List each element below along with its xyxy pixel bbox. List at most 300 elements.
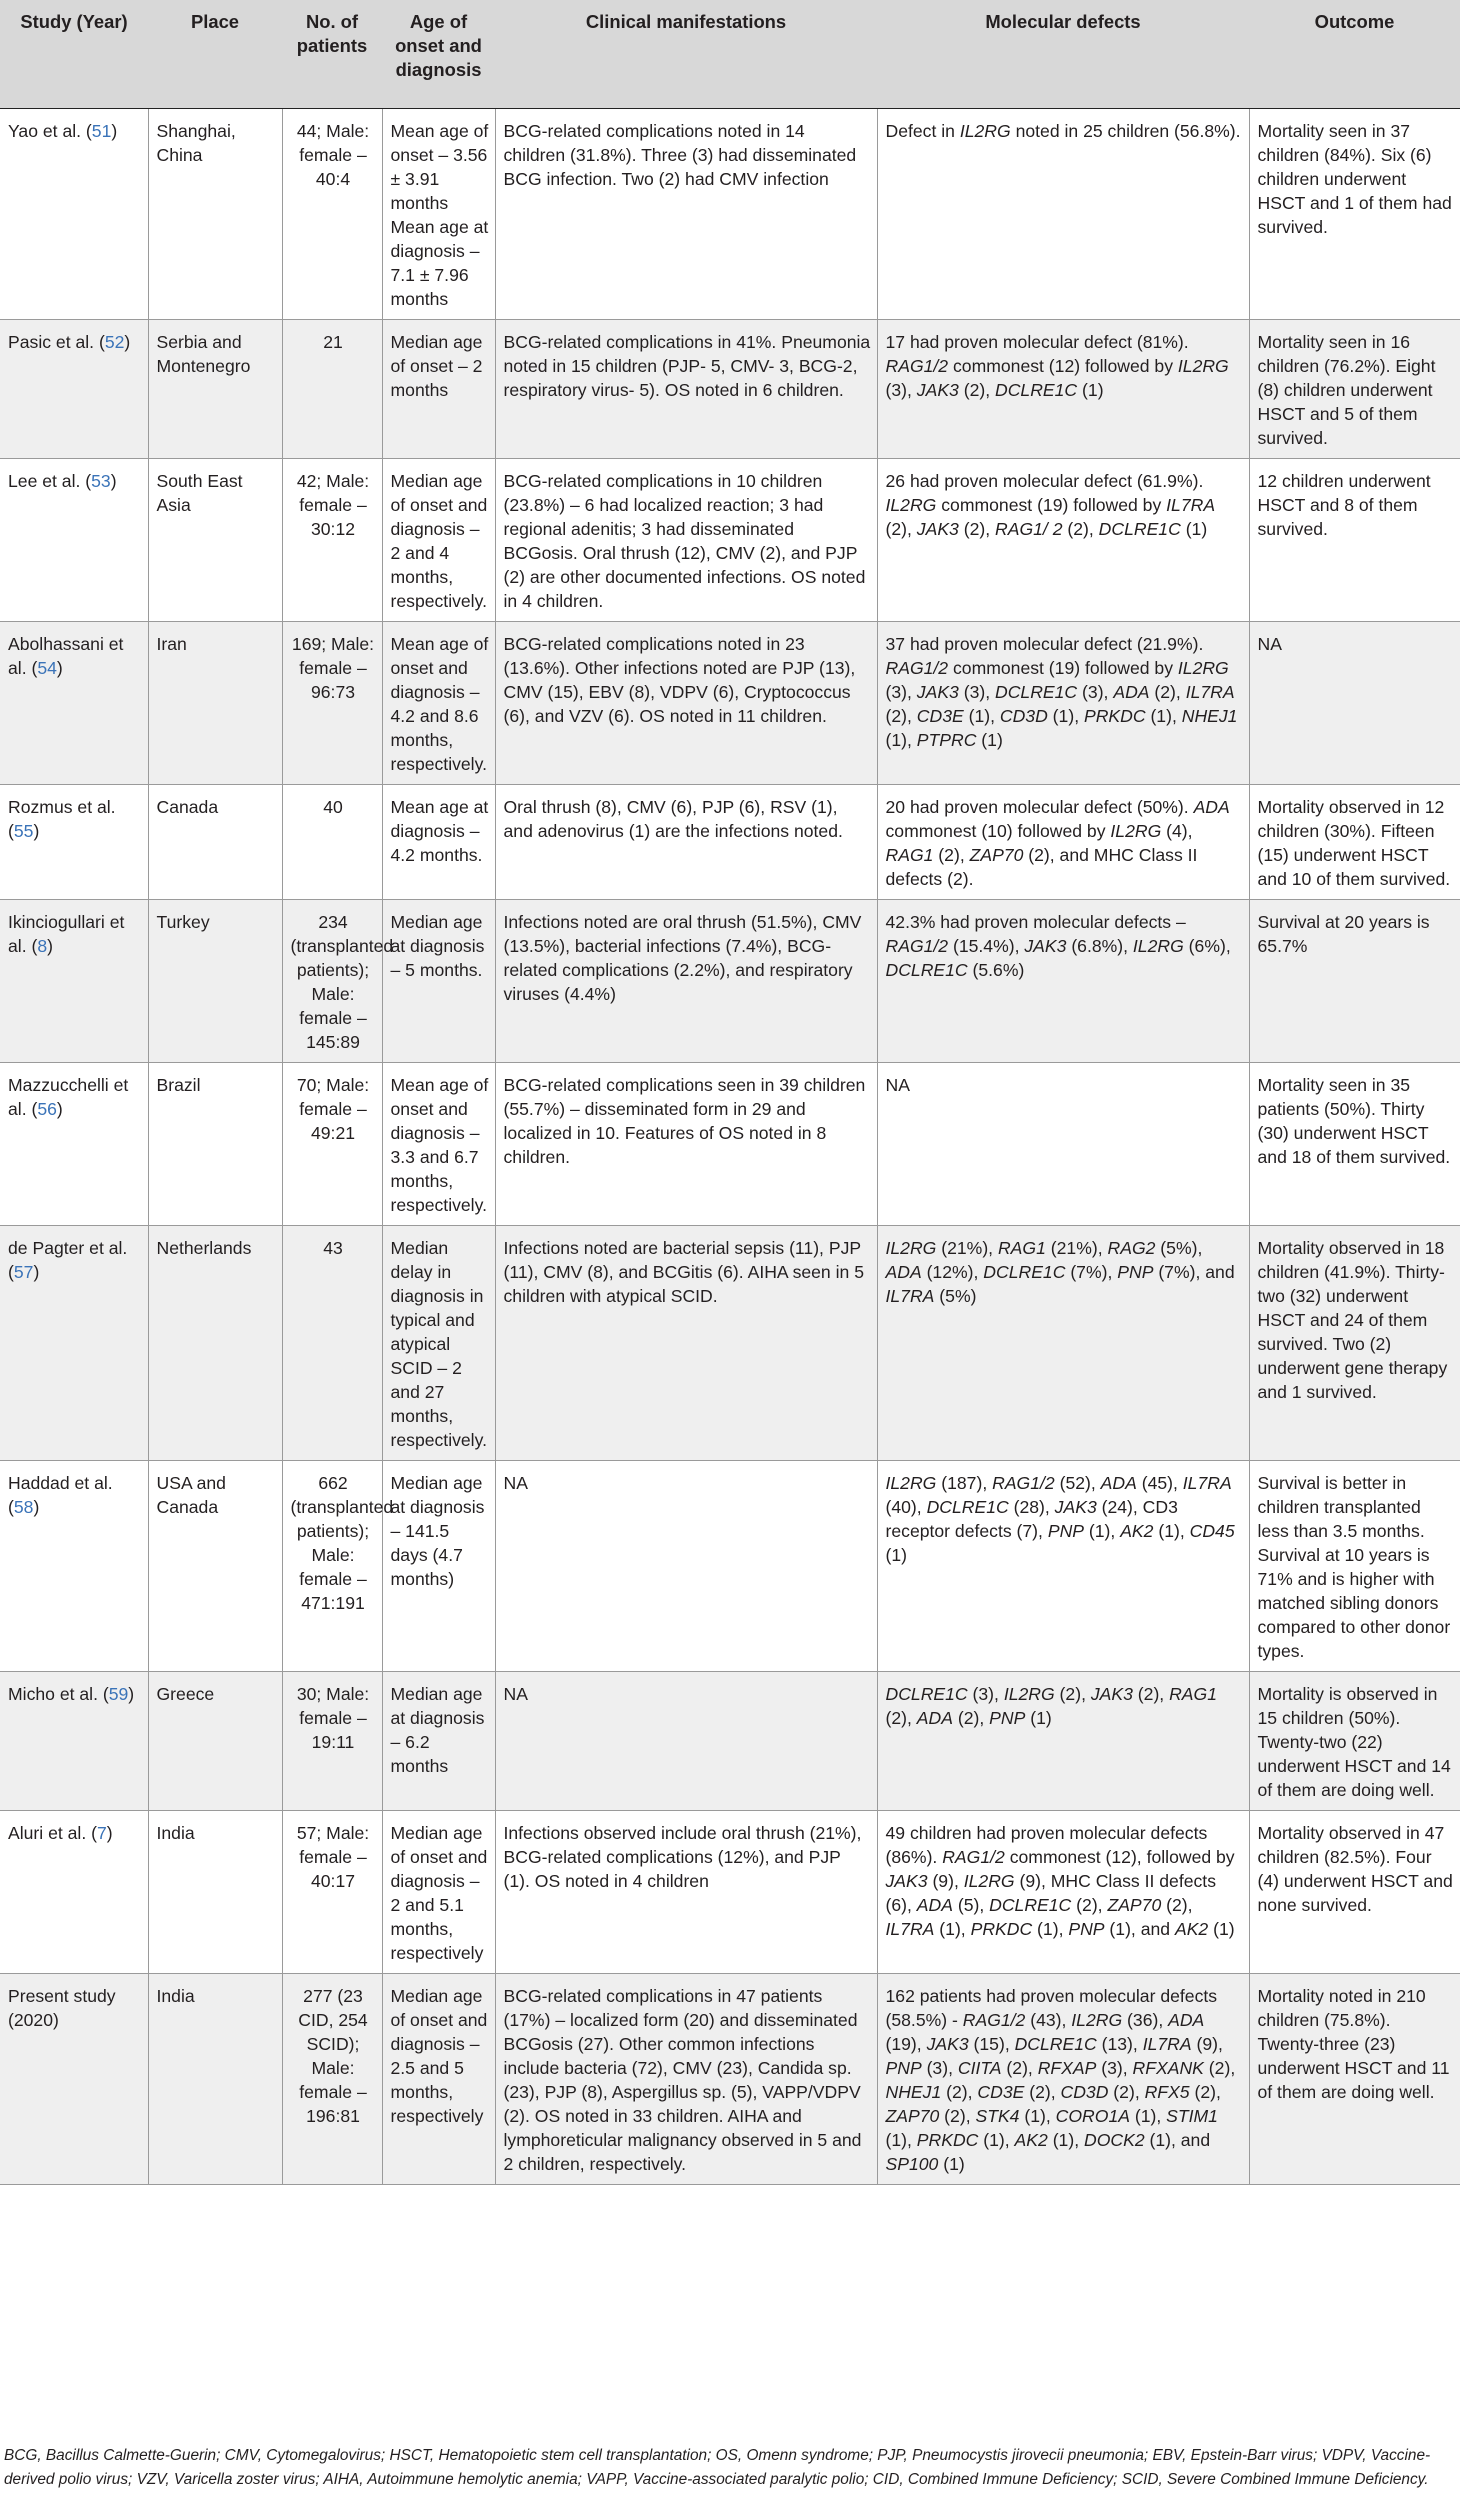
molecular-text: (3), bbox=[967, 1683, 1004, 1704]
molecular-text: (6%), bbox=[1183, 935, 1231, 956]
gene-name: PRKDC bbox=[916, 2129, 979, 2150]
cell-molecular bbox=[877, 108, 1249, 319]
cell-age: Mean age at diagnosis – 4.2 months. bbox=[382, 784, 495, 899]
cell-place: India bbox=[148, 1973, 282, 2184]
gene-name: JAK3 bbox=[1024, 935, 1067, 956]
reference-link[interactable]: 8 bbox=[37, 935, 48, 956]
molecular-text: noted in 25 children (56.8%). bbox=[1010, 120, 1241, 141]
study-name: Aluri et al. bbox=[8, 1822, 87, 1843]
cell-age: Median age at diagnosis – 141.5 days (4.7 months) bbox=[382, 1460, 495, 1671]
molecular-text: (9), MHC Class II defects (6), bbox=[885, 1870, 1216, 1915]
gene-name: ADA bbox=[916, 1707, 953, 1728]
study-name: Yao et al. bbox=[8, 120, 82, 141]
gene-name: ZAP70 bbox=[1107, 1894, 1162, 1915]
molecular-text: (43), bbox=[1025, 2009, 1072, 2030]
gene-name: PTPRC bbox=[916, 729, 977, 750]
table-footnote: BCG, Bacillus Calmette-Guerin; CMV, Cytomegalovirus; HSCT, Hematopoietic stem cell transplantation; OS, Omenn syndrome; PJP, Pneumocystis jirovecii pneumonia; EBV, Epstein-Barr virus; VDPV, Vaccine-derived polio virus; VZV, Varicella zoster virus; AIHA, Autoimmune hemolytic anemia; VAPP, Vaccine-associated paralytic polio; CID, Combined Immune Deficiency; SCID, Severe Combined Immune Deficiency. bbox=[4, 2447, 1431, 2488]
molecular-text: (2), bbox=[958, 518, 996, 539]
molecular-text: (2), bbox=[1024, 2081, 1061, 2102]
molecular-text: (5%), bbox=[1155, 1237, 1203, 1258]
gene-name: PNP bbox=[1047, 1520, 1085, 1541]
header-outcome: Outcome bbox=[1249, 0, 1460, 108]
cell-patients: 277 (23 CID, 254 SCID); Male: female – 196:81 bbox=[282, 1973, 382, 2184]
molecular-text: (21%), bbox=[1045, 1237, 1108, 1258]
cell-study: Abolhassani et al. (54) bbox=[0, 621, 148, 784]
gene-name: IL2RG bbox=[1177, 355, 1229, 376]
cell-age: Median age of onset and diagnosis – 2 and 5.1 months, respectively bbox=[382, 1810, 495, 1973]
cell-molecular bbox=[877, 621, 1249, 784]
molecular-text: (5%) bbox=[934, 1285, 977, 1306]
table-row bbox=[0, 108, 1460, 319]
gene-name: RAG1/2 bbox=[885, 935, 949, 956]
study-name: Mazzucchelli et al. bbox=[8, 1074, 129, 1119]
cell-place: South East Asia bbox=[148, 458, 282, 621]
cell-clinical: NA bbox=[495, 1460, 877, 1671]
gene-name: ADA bbox=[885, 1261, 922, 1282]
molecular-text: (1) bbox=[1208, 1918, 1235, 1939]
table-row bbox=[0, 899, 1460, 1062]
gene-name: IL7RA bbox=[1142, 2033, 1192, 2054]
molecular-text: (1) bbox=[1077, 379, 1104, 400]
gene-name: DCLRE1C bbox=[1098, 518, 1181, 539]
cell-patients: 57; Male: female – 40:17 bbox=[282, 1810, 382, 1973]
molecular-text: commonest (12) followed by bbox=[948, 355, 1178, 376]
molecular-text: (1), bbox=[1084, 1520, 1121, 1541]
study-name: Micho et al. bbox=[8, 1683, 98, 1704]
molecular-text: (2), bbox=[933, 844, 970, 865]
molecular-text: (3), bbox=[1077, 681, 1114, 702]
study-name: Haddad et al. bbox=[8, 1472, 113, 1493]
gene-name: DCLRE1C bbox=[926, 1496, 1009, 1517]
cell-clinical: NA bbox=[495, 1671, 877, 1810]
gene-name: RAG1/2 bbox=[885, 355, 949, 376]
cell-place: Netherlands bbox=[148, 1225, 282, 1460]
cell-age: Median age at diagnosis – 6.2 months bbox=[382, 1671, 495, 1810]
cell-molecular bbox=[877, 319, 1249, 458]
cell-clinical: BCG-related complications noted in 14 children (31.8%). Three (3) had disseminated BCG infection. Two (2) had CMV infection bbox=[495, 108, 877, 319]
cell-molecular bbox=[877, 1460, 1249, 1671]
gene-name: IL7RA bbox=[885, 1918, 935, 1939]
gene-name: IL2RG bbox=[1110, 820, 1162, 841]
gene-name: IL7RA bbox=[1185, 681, 1235, 702]
reference-link[interactable]: 59 bbox=[108, 1683, 129, 1704]
gene-name: CORO1A bbox=[1055, 2105, 1130, 2126]
study-name: Abolhassani et al. bbox=[8, 633, 124, 678]
cell-study bbox=[0, 1973, 148, 2184]
gene-name: IL2RG bbox=[1003, 1683, 1055, 1704]
cell-molecular bbox=[877, 1225, 1249, 1460]
cell-patients: 662 (transplanted patients); Male: female – 471:191 bbox=[282, 1460, 382, 1671]
table-header-row bbox=[0, 0, 1460, 108]
molecular-text: (9), bbox=[1191, 2033, 1223, 2054]
cell-study: Mazzucchelli et al. (56) bbox=[0, 1062, 148, 1225]
gene-name: RAG1 bbox=[1169, 1683, 1217, 1704]
gene-name: NHEJ1 bbox=[1181, 705, 1238, 726]
study-name: de Pagter et al. bbox=[8, 1237, 128, 1258]
reference-link[interactable]: 53 bbox=[91, 470, 111, 491]
gene-name: NHEJ1 bbox=[885, 2081, 942, 2102]
table-row bbox=[0, 458, 1460, 621]
molecular-text: (36), bbox=[1122, 2009, 1169, 2030]
molecular-text: (7%), bbox=[1065, 1261, 1118, 1282]
molecular-text: (1), bbox=[1129, 2105, 1167, 2126]
gene-name: ZAP70 bbox=[885, 2105, 940, 2126]
cell-clinical: BCG-related complications noted in 23 (13.6%). Other infections noted are PJP (13), CMV (15), EBV (8), VDPV (6), Cryptococcus (6), and VZV (6). OS noted in 11 children. bbox=[495, 621, 877, 784]
gene-name: PNP bbox=[1117, 1261, 1154, 1282]
cell-study: Yao et al. (51) bbox=[0, 108, 148, 319]
gene-name: CD3D bbox=[1060, 2081, 1109, 2102]
cell-patients: 234 (transplanted patients); Male: female – 145:89 bbox=[282, 899, 382, 1062]
cell-outcome: Mortality noted in 210 children (75.8%). Twenty-three (23) underwent HSCT and 11 of them are doing well. bbox=[1249, 1973, 1460, 2184]
gene-name: JAK3 bbox=[916, 379, 959, 400]
molecular-text: (1) bbox=[1180, 518, 1208, 539]
cell-study: de Pagter et al. (57) bbox=[0, 1225, 148, 1460]
gene-name: ZAP70 bbox=[969, 844, 1024, 865]
cell-outcome: Mortality is observed in 15 children (50%). Twenty-two (22) underwent HSCT and 14 of them are doing well. bbox=[1249, 1671, 1460, 1810]
molecular-text: (15.4%), bbox=[948, 935, 1025, 956]
molecular-text: (19), bbox=[885, 2033, 927, 2054]
cell-place: Canada bbox=[148, 784, 282, 899]
cell-age: Mean age of onset and diagnosis – 4.2 and 8.6 months, respectively. bbox=[382, 621, 495, 784]
molecular-text: (1), bbox=[1153, 1520, 1190, 1541]
gene-name: CD3E bbox=[916, 705, 964, 726]
cell-place: Greece bbox=[148, 1671, 282, 1810]
gene-name: JAK3 bbox=[1054, 1496, 1097, 1517]
gene-name: CIITA bbox=[957, 2057, 1002, 2078]
cell-age: Median age of onset and diagnosis – 2.5 and 5 months, respectively bbox=[382, 1973, 495, 2184]
molecular-text: (2), bbox=[1161, 1894, 1193, 1915]
cell-clinical: Oral thrush (8), CMV (6), PJP (6), RSV (1), and adenovirus (1) are the infections noted. bbox=[495, 784, 877, 899]
gene-name: PNP bbox=[885, 2057, 922, 2078]
cell-clinical: BCG-related complications in 10 children (23.8%) – 6 had localized reaction; 3 had regional adenitis; 3 had disseminated BCGosis. Oral thrush (12), CMV (2), and PJP (2) are other documented infections. OS noted in 4 children. bbox=[495, 458, 877, 621]
cell-molecular bbox=[877, 458, 1249, 621]
molecular-text: (2), bbox=[885, 1707, 917, 1728]
reference-link[interactable]: 52 bbox=[104, 331, 125, 352]
gene-name: DCLRE1C bbox=[989, 1894, 1072, 1915]
molecular-text: (52), bbox=[1054, 1472, 1101, 1493]
gene-name: RAG1 bbox=[997, 1237, 1046, 1258]
gene-name: ADA bbox=[1113, 681, 1150, 702]
molecular-text: commonest (12), followed by bbox=[1004, 1846, 1235, 1867]
cell-age: Median age at diagnosis – 5 months. bbox=[382, 899, 495, 1062]
gene-name: PRKDC bbox=[1083, 705, 1146, 726]
gene-name: DCLRE1C bbox=[1014, 2033, 1097, 2054]
cell-outcome: NA bbox=[1249, 621, 1460, 784]
gene-name: DCLRE1C bbox=[995, 681, 1078, 702]
molecular-text: (1), bbox=[1019, 2105, 1056, 2126]
molecular-text: (2), bbox=[1203, 2057, 1236, 2078]
header-study: Study (Year) bbox=[0, 0, 148, 108]
study-name: Rozmus et al. bbox=[8, 796, 116, 817]
gene-name: AK2 bbox=[1014, 2129, 1048, 2150]
cell-patients: 169; Male: female – 96:73 bbox=[282, 621, 382, 784]
gene-name: AK2 bbox=[1120, 1520, 1154, 1541]
table-row bbox=[0, 1671, 1460, 1810]
gene-name: ADA bbox=[1193, 796, 1230, 817]
molecular-text: 20 had proven molecular defect (50%). bbox=[885, 796, 1194, 817]
gene-name: JAK3 bbox=[885, 1870, 928, 1891]
molecular-text: (1), bbox=[1145, 705, 1182, 726]
gene-name: JAK3 bbox=[916, 681, 959, 702]
molecular-text: (6.8%), bbox=[1066, 935, 1133, 956]
study-name: Pasic et al. bbox=[8, 331, 95, 352]
molecular-text: (7%), and bbox=[1153, 1261, 1235, 1282]
molecular-text: (2), bbox=[1071, 1894, 1108, 1915]
header-patients: No. of patients bbox=[282, 0, 382, 108]
molecular-text: (15), bbox=[968, 2033, 1015, 2054]
molecular-text: (2), bbox=[1149, 681, 1186, 702]
molecular-text: (1), bbox=[934, 1918, 971, 1939]
molecular-text: (1) bbox=[1025, 1707, 1052, 1728]
cell-clinical: BCG-related complications in 47 patients (17%) – localized form (20) and disseminated BCGosis (27). Other common infections include bacteria (72), CMV (23), Candida sp. (23), PJP (8), Aspergillus sp. (5), VAPP/VDPV (2). OS noted in 33 children. AIHA and lymphoreticular malignancy observed in 5 and 2 children, respectively. bbox=[495, 1973, 877, 2184]
molecular-text: (2), bbox=[941, 2081, 978, 2102]
molecular-text: (2), bbox=[1001, 2057, 1038, 2078]
molecular-text: Defect in bbox=[885, 120, 960, 141]
gene-name: JAK3 bbox=[1090, 1683, 1133, 1704]
molecular-text: 17 had proven molecular defect (81%). bbox=[885, 331, 1189, 352]
cell-age: Median age of onset – 2 months bbox=[382, 319, 495, 458]
molecular-text: (1), bbox=[963, 705, 1000, 726]
cell-place: India bbox=[148, 1810, 282, 1973]
study-name: Lee et al. bbox=[8, 470, 81, 491]
header-molecular: Molecular defects bbox=[877, 0, 1249, 108]
gene-name: STIM1 bbox=[1166, 2105, 1218, 2126]
header-clinical: Clinical manifestations bbox=[495, 0, 877, 108]
molecular-text: (1), bbox=[1047, 705, 1084, 726]
gene-name: SP100 bbox=[885, 2153, 939, 2174]
cell-study: Haddad et al. (58) bbox=[0, 1460, 148, 1671]
molecular-text: (12%), bbox=[921, 1261, 984, 1282]
molecular-text: (3), bbox=[921, 2057, 958, 2078]
molecular-text: (2), bbox=[939, 2105, 976, 2126]
gene-name: IL2RG bbox=[1132, 935, 1184, 956]
gene-name: RAG1/2 bbox=[885, 657, 949, 678]
reference-link[interactable]: 58 bbox=[13, 1496, 34, 1517]
gene-name: DCLRE1C bbox=[885, 959, 968, 980]
molecular-text: (3), bbox=[885, 681, 917, 702]
cell-age: Mean age of onset – 3.56 ± 3.91 months Mean age at diagnosis – 7.1 ± 7.96 months bbox=[382, 108, 495, 319]
gene-name: RAG2 bbox=[1107, 1237, 1156, 1258]
molecular-text: NA bbox=[885, 1074, 910, 1095]
gene-name: RAG1/2 bbox=[962, 2009, 1026, 2030]
table-row bbox=[0, 1460, 1460, 1671]
molecular-text: (2), and MHC Class II defects (2). bbox=[885, 844, 1198, 889]
reference-link[interactable]: 57 bbox=[13, 1261, 34, 1282]
gene-name: RFXANK bbox=[1132, 2057, 1204, 2078]
cell-study: Aluri et al. (7) bbox=[0, 1810, 148, 1973]
molecular-text: (24), CD3 receptor defects (7), bbox=[885, 1496, 1178, 1541]
cell-clinical: BCG-related complications seen in 39 children (55.7%) – disseminated form in 29 and localized in 10. Features of OS noted in 8 children. bbox=[495, 1062, 877, 1225]
cell-patients: 30; Male: female – 19:11 bbox=[282, 1671, 382, 1810]
molecular-text: (2), bbox=[885, 705, 917, 726]
cell-outcome: Mortality observed in 18 children (41.9%). Thirty-two (32) underwent HSCT and 24 of them survived. Two (2) underwent gene therapy and 1 survived. bbox=[1249, 1225, 1460, 1460]
reference-link[interactable]: 54 bbox=[37, 657, 57, 678]
gene-name: RAG1/2 bbox=[942, 1846, 1005, 1867]
molecular-text: (5), bbox=[952, 1894, 990, 1915]
molecular-text: (4), bbox=[1161, 820, 1193, 841]
molecular-text: (1), bbox=[885, 2129, 917, 2150]
cell-clinical: Infections noted are bacterial sepsis (11), PJP (11), CMV (8), and BCGitis (6). AIHA seen in 5 children with atypical SCID. bbox=[495, 1225, 877, 1460]
molecular-text: (5.6%) bbox=[967, 959, 1025, 980]
cell-molecular bbox=[877, 784, 1249, 899]
molecular-text: 42.3% had proven molecular defects – bbox=[885, 911, 1186, 932]
cell-outcome: Mortality seen in 37 children (84%). Six (6) children underwent HSCT and 1 of them had survived. bbox=[1249, 108, 1460, 319]
molecular-text: (2), bbox=[958, 379, 996, 400]
cell-study: Rozmus et al. (55) bbox=[0, 784, 148, 899]
cell-patients: 42; Male: female – 30:12 bbox=[282, 458, 382, 621]
gene-name: DOCK2 bbox=[1083, 2129, 1145, 2150]
cell-outcome: Survival is better in children transplanted less than 3.5 months. Survival at 10 years is 71% and is higher with matched sibling donors compared to other donor types. bbox=[1249, 1460, 1460, 1671]
cell-patients: 43 bbox=[282, 1225, 382, 1460]
cell-study: Lee et al. (53) bbox=[0, 458, 148, 621]
cell-outcome: Mortality seen in 35 patients (50%). Thirty (30) underwent HSCT and 18 of them survived. bbox=[1249, 1062, 1460, 1225]
cell-patients: 44; Male: female – 40:4 bbox=[282, 108, 382, 319]
cell-molecular bbox=[877, 899, 1249, 1062]
table-body bbox=[0, 108, 1460, 2184]
cell-age: Median delay in diagnosis in typical and atypical SCID – 2 and 27 months, respectively. bbox=[382, 1225, 495, 1460]
cell-clinical: Infections noted are oral thrush (51.5%), CMV (13.5%), bacterial infections (7.4%), BCG-related complications (2.2%), and respiratory viruses (4.4%) bbox=[495, 899, 877, 1062]
molecular-text: (45), bbox=[1136, 1472, 1183, 1493]
cell-molecular bbox=[877, 1062, 1249, 1225]
cell-molecular bbox=[877, 1671, 1249, 1810]
study-name: Present study (2020) bbox=[8, 1985, 116, 2030]
molecular-text: (3), bbox=[885, 379, 917, 400]
molecular-text: (13), bbox=[1096, 2033, 1143, 2054]
gene-name: IL2RG bbox=[1071, 2009, 1123, 2030]
cell-molecular bbox=[877, 1973, 1249, 2184]
gene-name: ADA bbox=[1100, 1472, 1137, 1493]
molecular-text: commonest (19) followed by bbox=[948, 657, 1178, 678]
molecular-text: commonest (10) followed by bbox=[885, 820, 1111, 841]
table-row bbox=[0, 621, 1460, 784]
molecular-text: (2), bbox=[1108, 2081, 1145, 2102]
molecular-text: (9), bbox=[927, 1870, 964, 1891]
gene-name: IL7RA bbox=[1182, 1472, 1232, 1493]
cell-place: Shanghai, China bbox=[148, 108, 282, 319]
gene-name: IL7RA bbox=[885, 1285, 935, 1306]
gene-name: RAG1/2 bbox=[992, 1472, 1055, 1493]
gene-name: IL2RG bbox=[963, 1870, 1015, 1891]
gene-name: PNP bbox=[989, 1707, 1026, 1728]
molecular-text: (1), and bbox=[1104, 1918, 1175, 1939]
reference-link[interactable]: 56 bbox=[37, 1098, 57, 1119]
gene-name: RFXAP bbox=[1037, 2057, 1097, 2078]
table-row bbox=[0, 319, 1460, 458]
molecular-text: 26 had proven molecular defect (61.9%). bbox=[885, 470, 1204, 491]
cell-place: Brazil bbox=[148, 1062, 282, 1225]
table-row bbox=[0, 1062, 1460, 1225]
molecular-text: (2), bbox=[1189, 2081, 1221, 2102]
gene-name: IL2RG bbox=[959, 120, 1011, 141]
gene-name: JAK3 bbox=[926, 2033, 969, 2054]
cell-patients: 40 bbox=[282, 784, 382, 899]
gene-name: IL2RG bbox=[885, 494, 937, 515]
molecular-text: (3), bbox=[958, 681, 996, 702]
gene-name: RFX5 bbox=[1144, 2081, 1190, 2102]
cell-outcome: Mortality observed in 47 children (82.5%). Four (4) underwent HSCT and none survived. bbox=[1249, 1810, 1460, 1973]
study-name: Ikinciogullari et al. bbox=[8, 911, 125, 956]
molecular-text: (1) bbox=[885, 1544, 908, 1565]
molecular-text: (2), bbox=[1054, 1683, 1091, 1704]
molecular-text: commonest (19) followed by bbox=[936, 494, 1167, 515]
table-row bbox=[0, 1225, 1460, 1460]
gene-name: PNP bbox=[1068, 1918, 1105, 1939]
gene-name: CD45 bbox=[1189, 1520, 1235, 1541]
molecular-text: (21%), bbox=[936, 1237, 998, 1258]
cell-clinical: BCG-related complications in 41%. Pneumonia noted in 15 children (PJP- 5, CMV- 3, BCG-2, respiratory virus- 5). OS noted in 6 children. bbox=[495, 319, 877, 458]
cell-patients: 21 bbox=[282, 319, 382, 458]
gene-name: STK4 bbox=[975, 2105, 1020, 2126]
cell-outcome: Mortality observed in 12 children (30%). Fifteen (15) underwent HSCT and 10 of them survived. bbox=[1249, 784, 1460, 899]
gene-name: IL2RG bbox=[885, 1472, 937, 1493]
gene-name: ADA bbox=[1168, 2009, 1205, 2030]
gene-name: RAG1 bbox=[885, 844, 934, 865]
molecular-text: (2), bbox=[1132, 1683, 1170, 1704]
cell-place: Turkey bbox=[148, 899, 282, 1062]
molecular-text: 162 patients had proven molecular defects (58.5%) - bbox=[885, 1985, 1218, 2030]
molecular-text: (1) bbox=[976, 729, 1003, 750]
gene-name: DCLRE1C bbox=[983, 1261, 1066, 1282]
gene-name: IL2RG bbox=[885, 1237, 937, 1258]
table-row bbox=[0, 1810, 1460, 1973]
molecular-text: 37 had proven molecular defect (21.9%). bbox=[885, 633, 1204, 654]
molecular-text: (1), bbox=[1047, 2129, 1084, 2150]
cell-patients: 70; Male: female – 49:21 bbox=[282, 1062, 382, 1225]
cell-place: Serbia and Montenegro bbox=[148, 319, 282, 458]
cell-study: Micho et al. (59) bbox=[0, 1671, 148, 1810]
molecular-text: (1), bbox=[885, 729, 917, 750]
table-row bbox=[0, 1973, 1460, 2184]
molecular-text: 49 children had proven molecular defects (86%). bbox=[885, 1822, 1208, 1867]
gene-name: RAG1/ 2 bbox=[995, 518, 1063, 539]
cell-outcome: Survival at 20 years is 65.7% bbox=[1249, 899, 1460, 1062]
cell-outcome: Mortality seen in 16 children (76.2%). Eight (8) children underwent HSCT and 5 of them survived. bbox=[1249, 319, 1460, 458]
reference-link[interactable]: 51 bbox=[91, 120, 112, 141]
molecular-text: (2), bbox=[1062, 518, 1099, 539]
molecular-text: (1), bbox=[978, 2129, 1015, 2150]
gene-name: CD3E bbox=[977, 2081, 1025, 2102]
cell-clinical: Infections observed include oral thrush (21%), BCG-related complications (12%), and PJP (1). OS noted in 4 children bbox=[495, 1810, 877, 1973]
gene-name: ADA bbox=[916, 1894, 953, 1915]
cell-age: Median age of onset and diagnosis – 2 and 4 months, respectively. bbox=[382, 458, 495, 621]
table-row bbox=[0, 784, 1460, 899]
molecular-text: (2), bbox=[952, 1707, 990, 1728]
cell-outcome: 12 children underwent HSCT and 8 of them survived. bbox=[1249, 458, 1460, 621]
reference-link[interactable]: 7 bbox=[96, 1822, 107, 1843]
gene-name: CD3D bbox=[999, 705, 1048, 726]
molecular-text: (40), bbox=[885, 1496, 927, 1517]
molecular-text: (1) bbox=[938, 2153, 965, 2174]
gene-name: AK2 bbox=[1174, 1918, 1209, 1939]
cell-place: USA and Canada bbox=[148, 1460, 282, 1671]
cell-study: Ikinciogullari et al. (8) bbox=[0, 899, 148, 1062]
gene-name: IL2RG bbox=[1177, 657, 1229, 678]
header-place: Place bbox=[148, 0, 282, 108]
cell-molecular bbox=[877, 1810, 1249, 1973]
cell-age: Mean age of onset and diagnosis – 3.3 and 6.7 months, respectively. bbox=[382, 1062, 495, 1225]
molecular-text: (3), bbox=[1096, 2057, 1133, 2078]
molecular-text: (1), and bbox=[1144, 2129, 1211, 2150]
molecular-text: (1), bbox=[1032, 1918, 1069, 1939]
cell-study: Pasic et al. (52) bbox=[0, 319, 148, 458]
gene-name: IL7RA bbox=[1166, 494, 1216, 515]
cell-place: Iran bbox=[148, 621, 282, 784]
reference-link[interactable]: 55 bbox=[13, 820, 34, 841]
molecular-text: (187), bbox=[936, 1472, 993, 1493]
gene-name: DCLRE1C bbox=[885, 1683, 968, 1704]
header-age: Age of onset and diagnosis bbox=[382, 0, 495, 108]
gene-name: DCLRE1C bbox=[995, 379, 1078, 400]
